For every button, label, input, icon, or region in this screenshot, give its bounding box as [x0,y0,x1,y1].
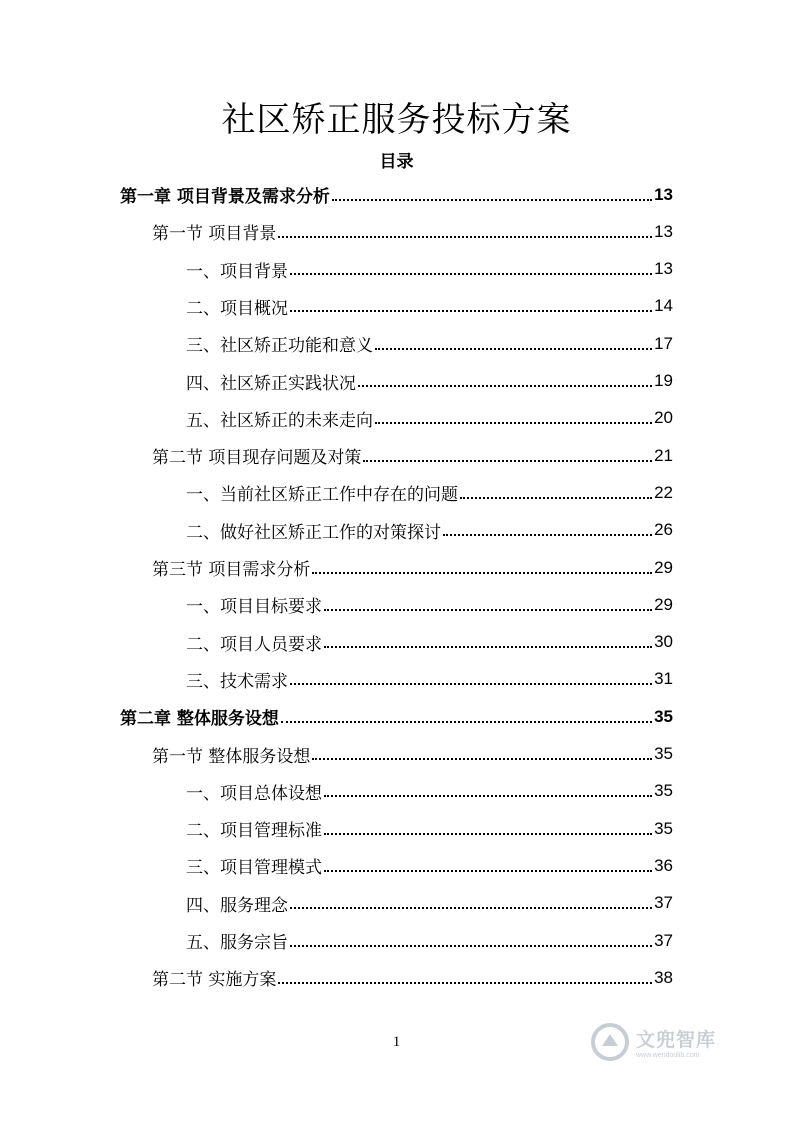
toc-entry-label: 第二章 整体服务设想 [120,709,279,730]
toc-entry-page: 37 [654,893,673,913]
toc-entry[interactable] [186,363,673,400]
toc-entry-page: 22 [654,482,673,502]
toc-entry-label: 一、项目目标要求 [186,597,322,618]
toc-entry-page: 29 [654,594,673,614]
toc-entry-page: 36 [654,855,673,875]
watermark-url: www.wendoulib.com [636,1052,700,1059]
toc-entry-page: 35 [654,744,673,763]
toc-entry-page: 38 [654,967,673,987]
toc-entry-page: 30 [654,632,673,652]
toc-entry-label: 二、项目概况 [186,298,288,319]
toc-entry-label: 三、社区矫正功能和意义 [186,336,373,357]
toc-leader-dots [332,199,652,201]
toc-entry-page: 35 [654,781,673,801]
toc-entry-label: 三、技术需求 [186,671,288,692]
toc-entry-page: 17 [654,333,673,353]
toc-entry[interactable] [186,885,673,922]
toc-leader-dots [324,795,652,797]
toc-leader-dots [375,422,652,424]
toc-entry-page: 21 [654,445,673,465]
toc-entry-label: 五、服务宗旨 [186,933,288,953]
toc-leader-dots [281,721,652,723]
toc-entry-label: 第三节 项目需求分析 [152,560,311,580]
toc-entry-label: 第一节 项目背景 [152,224,277,245]
toc-entry[interactable] [120,698,673,735]
toc-entry-label: 一、项目背景 [186,261,288,282]
toc-entry-label: 第一节 整体服务设想 [152,746,311,767]
toc-entry-label: 一、项目总体设想 [186,783,322,804]
toc-entry-page: 35 [654,706,673,726]
toc-leader-dots [312,758,652,760]
toc-entry-page: 20 [654,408,673,428]
toc-entry[interactable] [186,400,673,437]
document-title: 社区矫正服务投标方案 [221,100,572,140]
toc-leader-dots [312,572,652,574]
toc-leader-dots [290,907,652,909]
toc-entry-label: 第二节 实施方案 [152,970,277,991]
toc-entry-page: 13 [654,184,673,204]
toc-entry-page: 13 [654,221,673,241]
toc-entry[interactable] [186,586,673,623]
toc-entry-page: 29 [654,557,673,577]
toc-entry[interactable] [186,773,673,810]
toc-entry-label: 第二节 项目现存问题及对策 [152,448,362,469]
toc-entry[interactable] [120,176,673,213]
toc-entry[interactable] [186,624,673,661]
toc-leader-dots [290,945,652,947]
toc-entry[interactable] [186,847,673,884]
toc-entry[interactable] [152,437,673,474]
page-number: 1 [392,1034,401,1050]
toc-leader-dots [443,534,652,536]
toc-entry[interactable] [186,251,673,288]
toc-entry-page: 26 [654,520,673,540]
toc-heading: 目录 [379,152,414,172]
toc-leader-dots [358,385,652,387]
toc-entry[interactable] [152,549,673,586]
toc-entry-label: 二、项目管理标准 [186,821,322,842]
toc-entry-label: 四、社区矫正实践状况 [186,373,356,394]
toc-entry-page: 14 [654,296,673,316]
toc-leader-dots [290,273,652,275]
toc-entry-page: 19 [654,371,673,390]
toc-leader-dots [324,833,652,835]
toc-entry[interactable] [186,810,673,847]
watermark-brand: 文兜智库 [636,1029,717,1051]
toc-leader-dots [324,870,652,872]
watermark-logo-icon [590,1022,630,1062]
toc-leader-dots [290,310,652,312]
toc-entry-label: 二、项目人员要求 [186,634,322,655]
toc-leader-dots [363,460,652,462]
toc-entry-label: 二、做好社区矫正工作的对策探讨 [186,522,441,543]
toc-entry[interactable] [152,736,673,773]
toc-entry-page: 31 [654,669,673,689]
toc-leader-dots [324,646,652,648]
toc-leader-dots [324,609,652,611]
toc-entry[interactable] [186,512,673,549]
toc-entry[interactable] [186,661,673,698]
toc-entry-label: 四、服务理念 [186,895,288,916]
toc-entry[interactable] [152,213,673,250]
toc-entry-label: 五、社区矫正的未来走向 [186,410,373,431]
toc-entry-label: 三、项目管理模式 [186,858,322,879]
toc-entry-label: 一、当前社区矫正工作中存在的问题 [186,485,458,506]
toc-leader-dots [278,982,652,984]
toc-entry[interactable] [186,325,673,362]
toc-leader-dots [290,683,652,685]
toc-leader-dots [375,348,652,350]
toc-leader-dots [278,236,652,238]
toc-entry-page: 35 [654,818,673,838]
toc-entry[interactable] [186,474,673,511]
toc-entry-label: 第一章 项目背景及需求分析 [120,187,330,207]
toc-entry-page: 13 [654,259,673,279]
toc-entry[interactable] [186,922,673,959]
toc-entry[interactable] [152,959,673,996]
toc-entry[interactable] [186,288,673,325]
watermark [590,1022,716,1062]
toc-entry-page: 37 [654,930,673,950]
toc-leader-dots [460,497,652,499]
